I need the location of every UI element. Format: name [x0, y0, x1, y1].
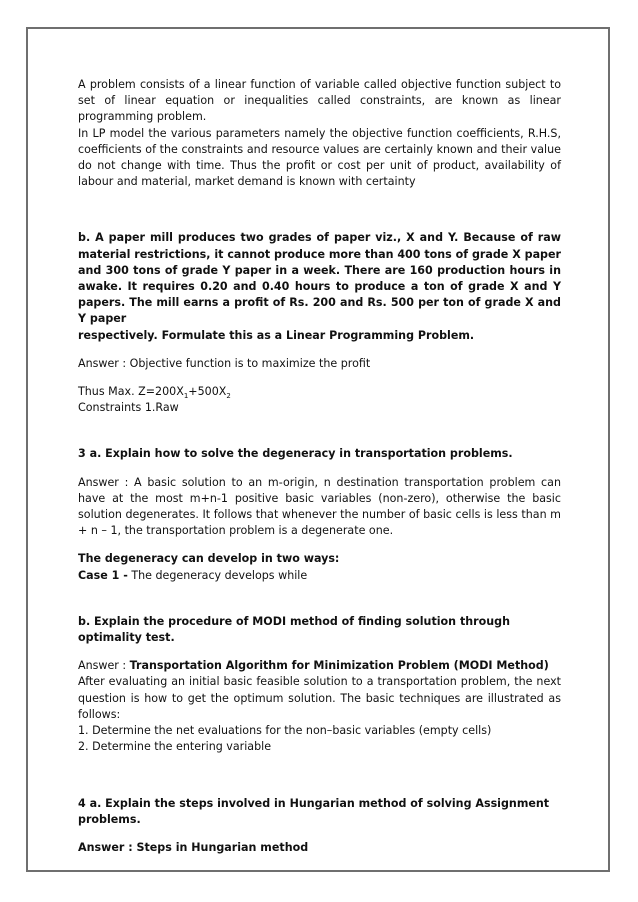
formula-subscript-2: 2: [226, 392, 231, 401]
answer-label: Answer :: [78, 659, 130, 673]
constraints-line: Constraints 1.Raw: [78, 401, 179, 415]
answer-3b-title: [78, 658, 561, 674]
case-text: The degeneracy develops while: [127, 568, 308, 582]
formula-middle: +500X: [188, 385, 227, 399]
formula-subscript-1: 1: [183, 392, 189, 401]
objective-formula: [78, 384, 561, 400]
document-content: [78, 77, 561, 856]
question-3b: b. Explain the procedure of MODI method of finding solution through optimality test.: [78, 614, 510, 645]
formula-prefix: Thus Max. Z=200X: [78, 385, 184, 399]
intro-paragraph-2: In LP model the various parameters namely the objective function coefficients, R.H.S, coefficients of the constraints and resource values are certainly known and their value do not change with time. Thus the profit or cost per unit of product, availability of labour and material, market demand is known with certainty: [78, 126, 561, 189]
case-label: Case 1 -: [78, 568, 128, 582]
modi-step-2: 2. Determine the entering variable: [78, 740, 272, 754]
degeneracy-case-1: [78, 568, 561, 584]
answer-2b: Answer : Objective function is to maximize the profit: [78, 356, 371, 370]
intro-paragraph-1: A problem consists of a linear function of variable called objective function subject to set of linear equation or inequalities called constraints, are known as linear programming problem.: [78, 78, 561, 124]
degeneracy-subheading: The degeneracy can develop in two ways:: [78, 552, 340, 566]
answer-4a: Answer : Steps in Hungarian method: [78, 840, 309, 854]
question-3a: 3 a. Explain how to solve the degeneracy in transportation problems.: [78, 447, 513, 461]
question-2b: b. A paper mill produces two grades of paper viz., X and Y. Because of raw material restrictions, it cannot produce more than 400 tons of grade X paper and 300 tons of grade Y paper in a week. There are 160 production hours in awake. It requires 0.20 and 0.40 hours to produce a ton of grade X and Y papers. The mill earns a profit of Rs. 200 and Rs. 500 per ton of grade X and Y paper: [78, 231, 561, 326]
modi-method-title: Transportation Algorithm for Minimization Problem (MODI Method): [129, 659, 549, 673]
question-2b-continued: respectively. Formulate this as a Linear Programming Problem.: [78, 328, 475, 342]
modi-step-1: 1. Determine the net evaluations for the non–basic variables (empty cells): [78, 724, 492, 738]
answer-3b-body: After evaluating an initial basic feasible solution to a transportation problem, the next question is how to get the optimum solution. The basic techniques are illustrated as follows:: [78, 675, 561, 721]
question-4a: 4 a. Explain the steps involved in Hungarian method of solving Assignment problems.: [78, 796, 550, 826]
answer-3a: Answer : A basic solution to an m-origin, n destination transportation problem can have at the most m+n-1 positive basic variables (non-zero), otherwise the basic solution degenerates. It follows that whenever the number of basic cells is less than m + n – 1, the transportation problem is a degenerate one.: [78, 475, 561, 538]
